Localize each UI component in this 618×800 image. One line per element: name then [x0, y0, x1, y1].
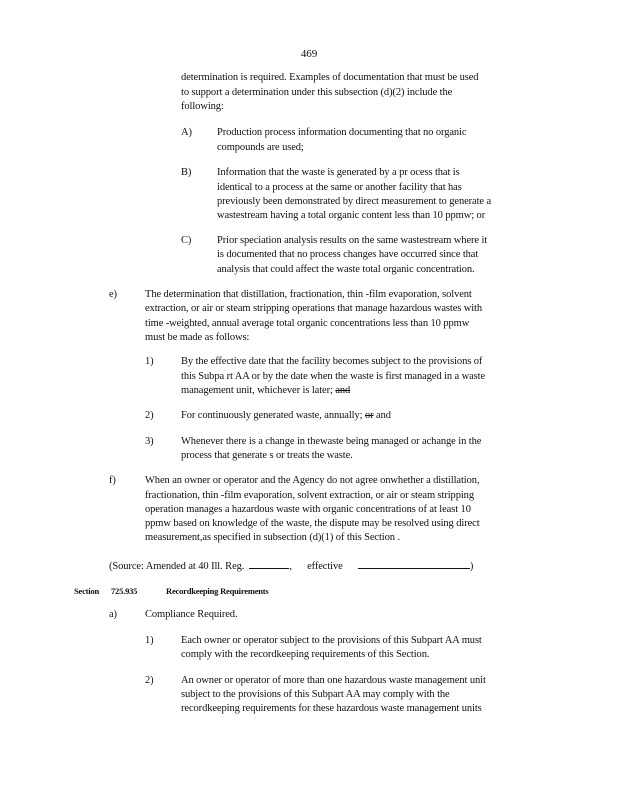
item-label: B) [181, 167, 192, 178]
paragraph-line: extraction, or air or steam stripping operations that manage hazardous wastes with [145, 303, 483, 314]
subitem-text: and [373, 410, 391, 421]
item-line: compounds are used; [217, 142, 304, 153]
register-blank [249, 557, 289, 569]
subitem-line: Each owner or operator subject to the provisions of this Subpart AA must [181, 635, 482, 646]
intro-line: determination is required. Examples of documentation that must be used [181, 72, 479, 83]
subitem-line: By the effective date that the facility becomes subject to the provisions of [181, 356, 483, 367]
paragraph-line: must be made as follows: [145, 332, 250, 343]
subitem-line [181, 409, 391, 423]
item-line: Information that the waste is generated by a pr ocess that is [217, 167, 460, 178]
paragraph-line: ppmw based on knowledge of the waste, the dispute may be resolved using direct [145, 518, 480, 529]
effective-date-blank [358, 557, 470, 569]
subitem-text: For continuously generated waste, annually; [181, 410, 365, 421]
paragraph-label: e) [109, 289, 117, 300]
paragraph-line: operation manages a hazardous waste with organic concentrations of at least 10 [145, 504, 471, 515]
paragraph-line: The determination that distillation, fractionation, thin -film evaporation, solvent [145, 289, 472, 300]
subitem-line [181, 384, 350, 398]
subitem-line: An owner or operator of more than one hazardous waste management unit [181, 675, 486, 686]
section-word: Section [74, 586, 100, 596]
item-line: Production process information documenting that no organic [217, 127, 467, 138]
paragraph-line: fractionation, thin -film evaporation, solvent extraction, or air or steam stripping [145, 490, 474, 501]
subitem-label: 3) [145, 436, 154, 447]
subitem-line: subject to the provisions of this Subpart AA may comply with the [181, 689, 450, 700]
source-comma: , [289, 561, 292, 572]
subitem-label: 1) [145, 635, 154, 646]
subitem-line: this Subpa rt AA or by the date when the waste is first managed in a waste [181, 371, 486, 382]
paragraph-label: f) [109, 475, 116, 486]
item-label: C) [181, 235, 192, 246]
subitem-line: Whenever there is a change in thewaste being managed or achange in the [181, 436, 482, 447]
struck-text: or [364, 410, 374, 421]
intro-line: following: [181, 101, 224, 112]
subitem-line: comply with the recordkeeping requirements of this Section. [181, 649, 430, 660]
paragraph-line: measurement,as specified in subsection (d)(1) of this Section . [145, 532, 400, 543]
struck-text: and [335, 385, 351, 396]
source-effective: effective [307, 561, 343, 572]
paragraph-line: When an owner or operator and the Agency do not agree onwhether a distillation, [145, 475, 480, 486]
item-line: analysis that could affect the waste total organic concentration. [217, 264, 475, 275]
section-title: Recordkeeping Requirements [166, 586, 269, 596]
intro-line: to support a determination under this subsection (d)(2) include the [181, 87, 453, 98]
item-line: Prior speciation analysis results on the same wastestream where it [217, 235, 488, 246]
subitem-label: 2) [145, 675, 154, 686]
source-note [109, 557, 473, 574]
subitem-line: process that generate s or treats the waste. [181, 450, 353, 461]
page-number: 469 [300, 48, 318, 60]
section-number: 725.935 [111, 586, 138, 596]
item-line: is documented that no process changes have occurred since that [217, 249, 479, 260]
item-line: previously been demonstrated by direct measurement to generate a [217, 196, 492, 207]
subitem-line: recordkeeping requirements for these hazardous waste management units [181, 703, 482, 714]
source-close: ) [469, 561, 474, 572]
paragraph-label: a) [109, 609, 117, 620]
subitem-label: 2) [145, 410, 154, 421]
paragraph-line: time -weighted, annual average total organic concentrations less than 10 ppmw [145, 318, 470, 329]
item-line: identical to a process at the same or another facility that has [217, 182, 462, 193]
subitem-text: management unit, whichever is later; [181, 385, 336, 396]
item-line: wastestream having a total organic content less than 10 ppmw; or [217, 210, 486, 221]
paragraph-heading: Compliance Required. [145, 609, 238, 620]
source-prefix: (Source: Amended at 40 Ill. Reg. [109, 561, 245, 572]
item-label: A) [181, 127, 192, 138]
subitem-label: 1) [145, 356, 154, 367]
